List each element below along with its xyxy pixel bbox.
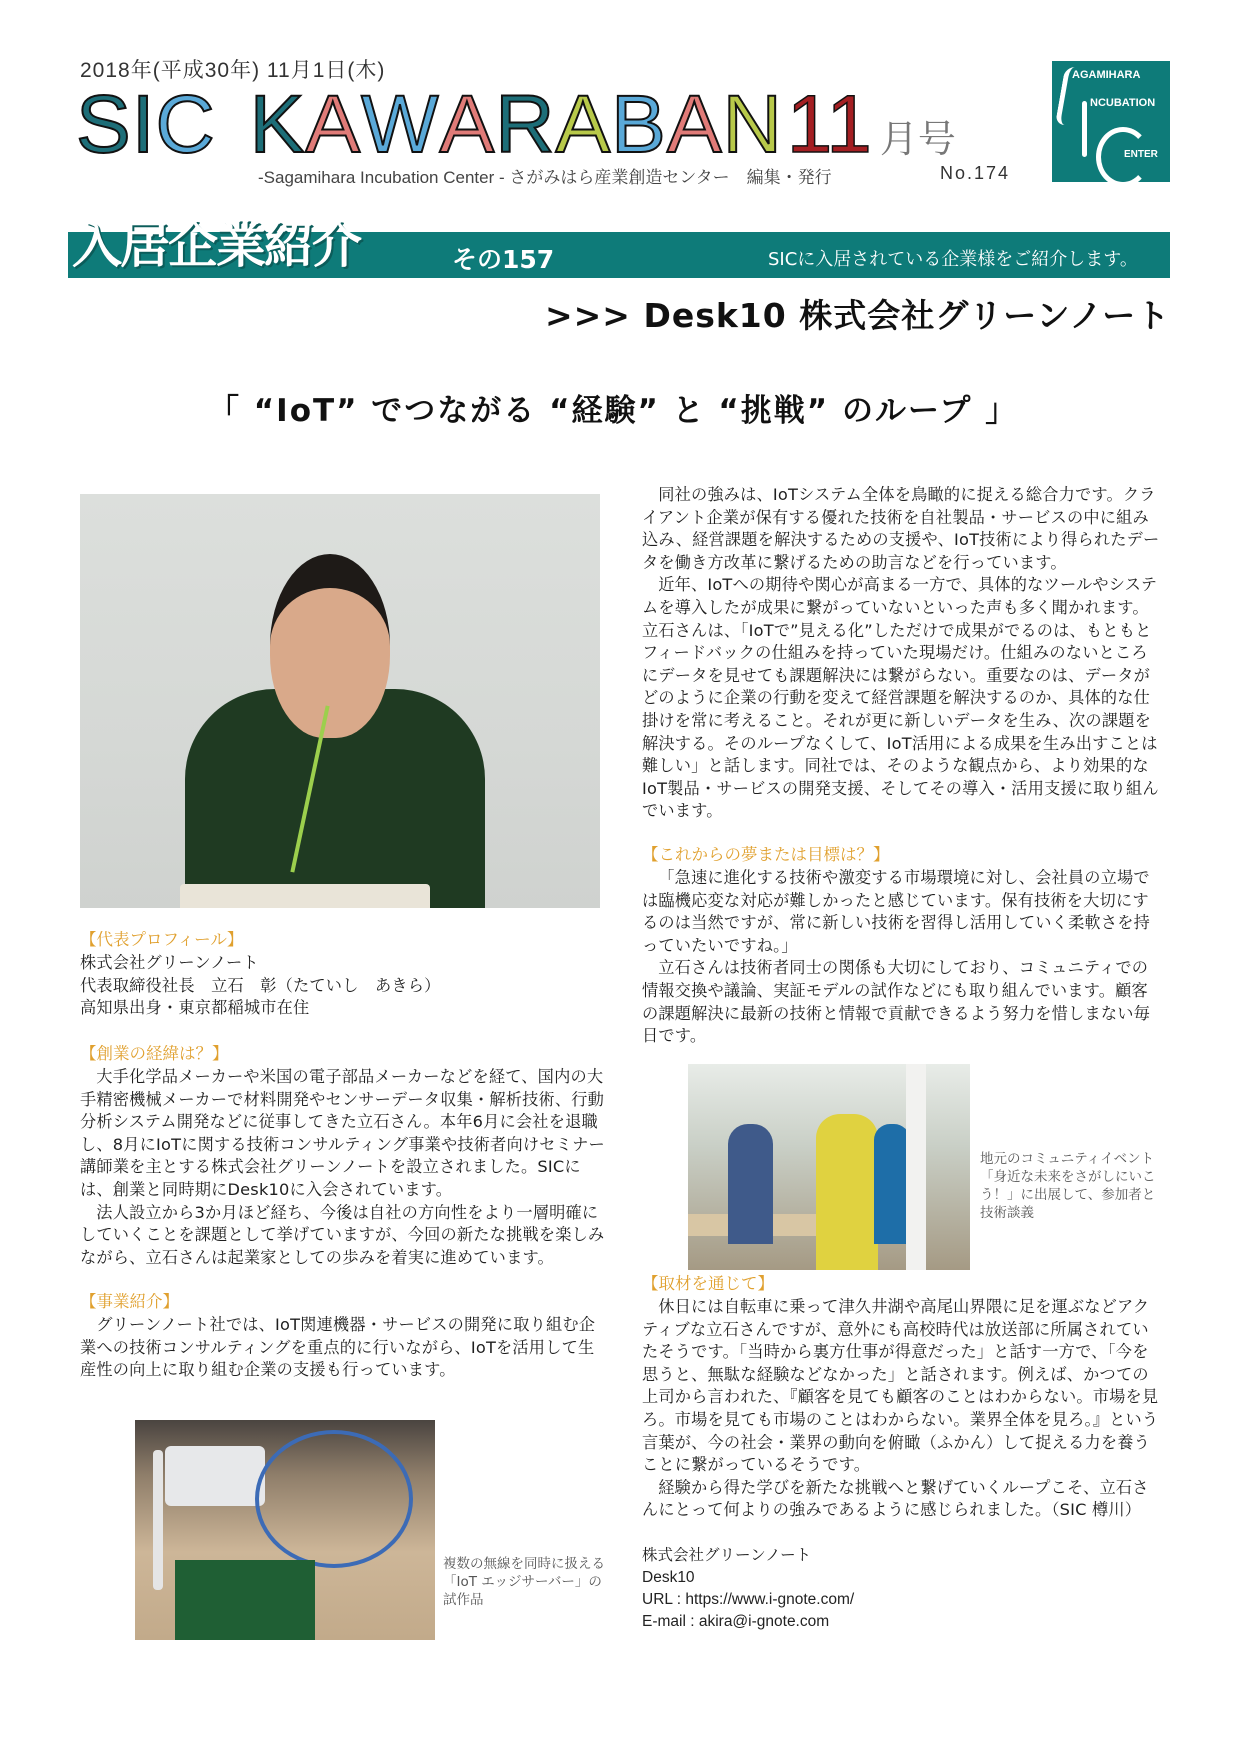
contact-block [642,1545,1164,1633]
photo-antenna [153,1450,163,1590]
masthead-letter: W [361,79,440,170]
issue-month: 11 [786,79,872,170]
founding-paragraph: 法人設立から3か月ほど経ち、今後は自社の方向性をより一層明確にしていくことを課題として挙げていますが、今回の新たな挑戦を楽しみながら、立石さんは起業家としての歩みを着実に進めています。 [80,1202,605,1267]
masthead-letter: K [249,79,306,170]
masthead-letter: I [131,79,156,170]
iot-edge-server-photo [135,1420,435,1640]
section-number: その157 [452,245,555,274]
masthead-letter: A [666,79,723,170]
section-description: SICに入居されている企業様をご紹介します。 [768,249,1138,270]
logo-word-sagamihara: AGAMIHARA [1072,69,1141,81]
photo-router [165,1446,265,1506]
photo-cable [255,1430,413,1568]
community-caption: 地元のコミュニティイベント「身近な未来をさがしにいこう！」に出展して、参加者と技術談義 [980,1151,1156,1221]
profile-line: 株式会社グリーンノート [80,953,259,972]
interview-section [642,1272,1164,1522]
community-event-photo [688,1064,970,1270]
device-caption: 複数の無線を同時に扱える「IoT エッジサーバー」の試作品 [443,1556,605,1608]
logo-word-incubation: NCUBATION [1090,97,1156,109]
contact-email-link[interactable]: E-mail : akira@i-gnote.com [642,1613,830,1630]
business-paragraph: グリーンノート社では、IoT関連機器・サービスの開発に取り組む企業への技術コンサルティングを重点的に行いながら、IoTを活用して生産性の向上に取り組む企業の支援も行っています。 [80,1315,596,1380]
masthead-letter: S [76,79,132,170]
intro-paragraph: 近年、IoTへの期待や関心が高まる一方で、具体的なツールやシステムを導入したが成果に繋がっていないといった声も多く聞かれます。立石さんは、「IoTで”見える化”しただけで成果がでるのは、もともとフィードバックの仕組みを持っていた現場だけ。仕組みのないところにデータを見せても課題解決には繋がらない。重要なのは、データがどのように企業の行動を変えて経営課題を解決するのか、具体的な仕掛けを常に考えること。それが更に新しいデータを生み、次の課題を解決する。そのループなくして、IoT活用による成果を生み出すことは難しい」と話します。同社では、そのような観点から、より効果的なIoT製品・サービスの開発支援、そしてその導入・活用支援に取り組んでいます。 [642,575,1159,821]
masthead-letter: B [611,79,667,170]
photo-person [728,1124,773,1244]
interview-paragraph: 休日には自転車に乗って津久井湖や高尾山界隈に足を運ぶなどアクティブな立石さんですが、意外にも高校時代は放送部に所属されていたそうです。「当時から裏方仕事が得意だった」と話す一方で、「今を思うと、無駄な経験などなかった」と話されます。例えば、かつての上司から言われた、『顧客を見ても顧客のことはわからない。市場を見ろ。市場を見ても市場のことはわからない。業界全体を見ろ。』という言葉が、今の社会・業界の動向を俯瞰（ふかん）して捉える力を養うことに繋がっているそうです。 [642,1297,1159,1475]
photo-laptop [180,884,430,908]
issue-suffix: 月号 [879,117,956,161]
photo-person-head [270,554,390,738]
masthead-letter: C [155,79,216,170]
article-headline: 「 “IoT” でつながる “経験” と “挑戦” のループ 」 [208,393,1019,429]
masthead-title [76,79,956,170]
dreams-paragraph: 立石さんは技術者同士の関係も大切にしており、コミュニティでの情報交換や議論、実証モデルの試作などにも取り組んでいます。顧客の課題解決に最新の技術と情報で貢献できるよう努力を惜しまない毎日です。 [642,958,1151,1046]
masthead-letter: A [439,79,496,170]
photo-person [816,1114,878,1270]
publisher-subtitle: -Sagamihara Incubation Center - さがみはら産業創造センター 編集・発行 [258,168,832,187]
profile-line: 高知県出身・東京都稲城市在住 [80,998,310,1018]
profile-section [80,928,605,1020]
logo-i-shape-icon [1082,101,1087,157]
section-title: 入居企業紹介 [72,215,360,274]
founding-section [80,1042,605,1269]
logo-word-center: ENTER [1124,149,1158,160]
business-section [80,1290,605,1382]
interview-heading: 【取材を通じて】 [642,1274,774,1293]
contact-desk: Desk10 [642,1569,695,1586]
company-heading: >>> Desk10 株式会社グリーンノート [545,296,1171,335]
masthead-letter: N [722,79,783,170]
issue-date: 2018年(平成30年) 11月1日(木) [80,59,386,82]
issue-number: No.174 [940,163,1011,183]
profile-heading: 【代表プロフィール】 [80,930,244,949]
intro-section [642,484,1164,823]
intro-paragraph: 同社の強みは、IoTシステム全体を鳥瞰的に捉える総合力です。クライアント企業が保有する優れた技術を自社製品・サービスの中に組み込み、経営課題を解決するための支援や、IoT技術により得られたデータを働き方改革に繋げるための助言などを行っています。 [642,485,1160,572]
masthead-letter: A [305,79,362,170]
masthead-letter: R [495,79,556,170]
dreams-paragraph: 「急速に進化する技術や激変する市場環境に対し、会社員の立場では臨機応変な対応が難しかったと感じています。保有技術を大切にするのは当然ですが、常に新しい技術を習得し活用していく柔軟さを持っていたいですね。」 [642,868,1151,955]
founding-paragraph: 大手化学品メーカーや米国の電子部品メーカーなどを経て、国内の大手精密機械メーカーで材料開発やセンサーデータ収集・解析技術、行動分析システム開発などに従事してきた立石さん。本年6月に会社を退職し、8月にIoTに関する技術コンサルティング事業や技術者向けセミナー講師業を主とする株式会社グリーンノートを設立されました。SICには、創業と同時期にDesk10に入会されています。 [80,1067,605,1199]
dreams-heading: 【これからの夢または目標は？】 [642,845,890,864]
sic-logo [1052,61,1170,182]
photo-pillar [906,1064,926,1270]
business-heading: 【事業紹介】 [80,1292,179,1311]
masthead-letter: A [555,79,612,170]
contact-company: 株式会社グリーンノート [642,1547,812,1564]
photo-circuit-board [175,1560,315,1640]
profile-line: 代表取締役社長 立石 彰（たていし あきら） [80,975,441,995]
portrait-photo [80,494,600,908]
photo-person [874,1124,910,1244]
dreams-section [642,843,1164,1048]
contact-url-link[interactable]: URL : https://www.i-gnote.com/ [642,1591,855,1608]
interview-paragraph: 経験から得た学びを新たな挑戦へと繋げていくループこそ、立石さんにとって何よりの強みであるように感じられました。（SIC 樽川） [642,1477,1149,1520]
founding-heading: 【創業の経緯は？】 [80,1044,229,1063]
